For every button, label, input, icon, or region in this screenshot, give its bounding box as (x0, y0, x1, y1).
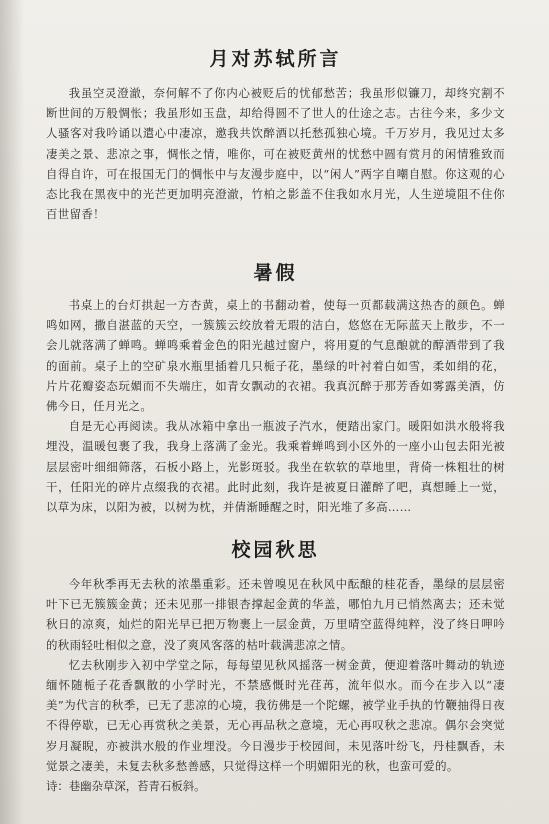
essay-paragraph: 忆去秋刚步入初中学堂之际，每每望见秋风摇落一树金黄，便迎着落叶舞动的轨迹缅怀随栀子花香飘散的小学时光，不禁感慨时光荏苒，流年似水。而今在步入以“凄美”为代言的秋季，已无了悲凉的心境，我彷佛是一个陀螺，被学业手执的竹鞭抽得日夜不得停歇，已无心再赏秋之美景，无心再品秋之意境，无心再叹秋之悲凉。偶尔会突觉岁月凝睨，亦被洪水般的作业埋没。今日漫步于校园间，未见落叶纷飞，丹桂飘香，未觉景之凄美，未复去秋多愁善感，只觉得这样一个明媚阳光的秋，也蛮可爱的。 (46, 657, 505, 773)
essay-paragraph: 今年秋季再无去秋的浓墨重彩。还未曾嗅见在秋风中酝酿的桂花香，墨绿的层层密叶下已无簇簇金黄；还未见那一排银杏撑起金黄的华盖，哪怕九月已悄然离去；还未觉秋日的凉爽，灿烂的阳光早已把万物裹上一层金黄，万里晴空蓝得纯粹，没了终日呷吟的秋雨轻吐相似之意，没了爽风客落的枯叶载满悲凉之情。 (46, 577, 505, 652)
essay-title: 校园秋思 (231, 539, 320, 561)
poem-line: 诗：巷幽杂草深，苔青石板斜。 (46, 779, 206, 794)
essay-moon (46, 44, 505, 224)
essay-summer-vacation (46, 258, 505, 517)
essay-title: 月对苏轼所言 (209, 48, 342, 70)
essay-paragraph: 书桌上的台灯拱起一方杏黄，桌上的书翻动着，使每一页都载满这热杏的颜色。蝉鸣如网，撒自湛蓝的天空，一簇簇云绞放着无瑕的洁白，悠悠在无际蓝天上散步，不一会儿就落满了蝉鸣。蝉鸣乘着金色的阳光越过窗户，将用夏的气息酿就的醇酒带到了我的面前。桌子上的空矿泉水瓶里插着几只栀子花，墨绿的叶衬着白如雪，柔如绢的花，片片花瓣姿态玩媚而不失端庄，如青女飘动的衣裙。我真沉醉于那芳香如雾露美酒，仿佛今日，任月光之。 (46, 298, 505, 414)
essay-campus-autumn (46, 535, 505, 796)
page-edge-shadow (0, 0, 24, 824)
essay-paragraph: 我虽空灵澄澈，奈何解不了你内心被贬后的忧郁愁苦；我虽形似镰刀，却终究割不断世间的万般惆怅；我虽形如玉盘，却给得圆不了世人的仕途之志。古往今来，多少文人骚客对我吟诵以遣心中凄凉，邀我共饮醉酒以托愁孤独心境。千万岁月，我见过太多凄美之景、悲凉之事，惆怅之情，唯你，可在被贬黄州的忧愁中圆有赏月的闲情雅致而自得自许，可在报国无门的惆怅中与友漫步庭中，以“闲人”两字自嘲自慰。你这观的心态比我在黑夜中的光芒更加明亮澄澈，竹柏之影盖不住我如水月光，人生逆境阻不住你百世留香！ (46, 86, 505, 222)
essay-paragraph: 自是无心再阅读。我从冰箱中拿出一瓶波子汽水，便踏出家门。暖阳如洪水般将我埋没，温暖包裹了我，我身上落满了金光。我乘着蝉鸣到小区外的一座小山包去阳光被层层密叶细细筛落，石板小路上，光影斑驳。我坐在软软的草地里，背倚一株粗壮的树干，任阳光的碎片点缀我的衣裙。此时此刻，我许是被夏日灌醉了吧，真想睡上一觉，以草为床，以阳为被，以树为枕，并倩渐睡醒之时，阳光堆了多高…… (46, 419, 505, 515)
essay-title: 暑假 (253, 262, 298, 284)
